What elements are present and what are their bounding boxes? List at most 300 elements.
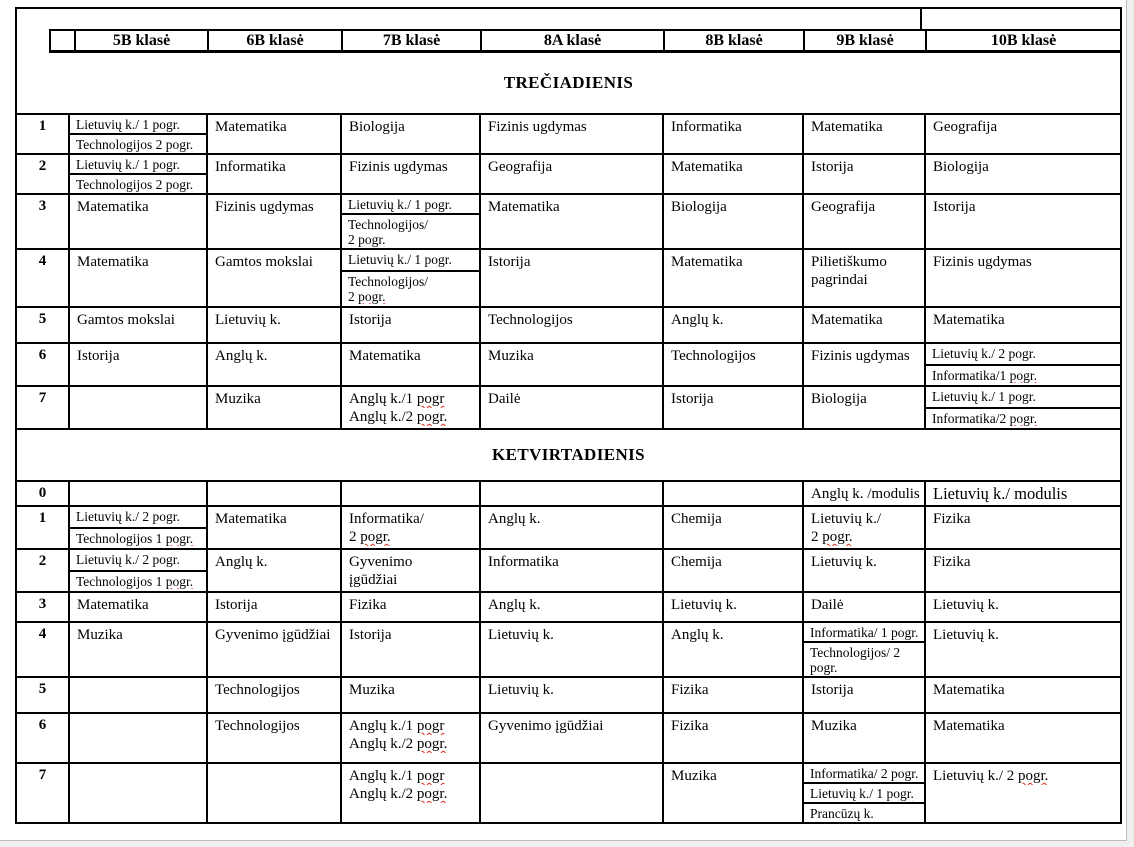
subject-line: Fizika — [349, 597, 387, 613]
subject-cell — [206, 764, 340, 822]
subject-line: Muzika — [215, 391, 261, 407]
subject-line: Lietuvių k./ 2 pogr. — [76, 552, 180, 567]
spellcheck-underline: pogr. — [165, 137, 194, 152]
subject-cell — [662, 678, 802, 712]
subject-line: Lietuvių k. — [671, 597, 737, 613]
lesson-number-cell: 7 — [38, 767, 47, 783]
subject-subcell — [342, 250, 479, 270]
subject-cell — [340, 678, 479, 712]
subject-cell — [662, 250, 802, 306]
subject-cell — [340, 344, 479, 385]
subject-cell — [924, 155, 1120, 193]
subject-cell — [340, 507, 479, 548]
subject-line: Matematika — [671, 159, 743, 175]
subject-line: Muzika — [811, 718, 857, 734]
subject-line: Pilietiškumo — [811, 254, 887, 270]
subject-subcell — [342, 270, 479, 307]
timetable-row — [17, 306, 1120, 342]
subject-line: Anglų k. — [488, 511, 541, 527]
subject-line: Technologijos — [671, 348, 756, 364]
subject-cell — [802, 507, 924, 548]
subject-cell — [479, 195, 662, 248]
subject-cell — [802, 155, 924, 193]
subject-line: Matematika — [811, 312, 883, 328]
class-header-8A: 8A klasė — [480, 29, 663, 53]
subject-line: Gamtos mokslai — [77, 312, 175, 328]
timetable-row — [17, 385, 1120, 428]
subject-cell — [206, 550, 340, 591]
subject-line: Lietuvių k./ 1 pogr. — [810, 786, 914, 801]
subject-cell — [206, 593, 340, 621]
subject-cell — [924, 714, 1120, 762]
subject-line: Lietuvių k./ 2 pogr. — [76, 509, 180, 524]
subject-line: Fizinis ugdymas — [811, 348, 910, 364]
subject-line: Fizika — [671, 682, 709, 698]
subject-line: Gamtos mokslai — [215, 254, 313, 270]
subject-line: Informatika/1 pogr. — [932, 367, 1037, 383]
subject-cell — [479, 550, 662, 591]
subject-line: Istorija — [349, 627, 392, 643]
subject-cell — [924, 623, 1120, 676]
subject-line: Biologija — [349, 119, 405, 135]
subject-line: Istorija — [671, 391, 714, 407]
subject-subcell — [70, 507, 206, 527]
header-corner-cell — [49, 29, 74, 53]
subject-line: Muzika — [349, 682, 395, 698]
timetable-row — [17, 342, 1120, 385]
subject-line: Lietuvių k./ — [811, 511, 881, 527]
subject-cell — [206, 387, 340, 428]
subject-line: Technologijos/ — [348, 217, 429, 232]
subject-line: Anglų k./1 pogr — [349, 768, 445, 784]
subject-cell — [802, 250, 924, 306]
subject-cell-split — [802, 623, 924, 676]
spellcheck-underline: pogr. — [1009, 410, 1037, 426]
subject-line: Technologijos/ — [348, 273, 429, 289]
subject-cell — [206, 155, 340, 193]
class-header-9B: 9B klasė — [803, 29, 925, 53]
table-top-gap — [17, 9, 1120, 29]
subject-line: Lietuvių k./ modulis — [933, 485, 1068, 503]
subject-line: Lietuvių k. — [933, 597, 999, 613]
subject-line: Informatika/2 pogr. — [932, 410, 1037, 426]
lesson-number-cell: 1 — [38, 118, 47, 134]
subject-line: Fizika — [933, 511, 971, 527]
subject-cell — [340, 623, 479, 676]
subject-cell — [206, 250, 340, 306]
subject-subcell — [70, 527, 206, 549]
spellcheck-underline: pogr. — [165, 177, 194, 192]
subject-cell — [662, 507, 802, 548]
subject-line: Lietuvių k. — [215, 312, 281, 328]
subject-line: Anglų k. — [488, 597, 541, 613]
subject-line: Istorija — [811, 682, 854, 698]
subject-line: Technologijos — [215, 682, 300, 698]
spellcheck-underline: pogr. — [416, 786, 448, 802]
subject-cell — [340, 115, 479, 153]
spellcheck-underline: pogr. — [886, 786, 914, 801]
subject-line: Lietuvių k./ 1 pogr. — [348, 252, 452, 267]
subject-cell — [924, 678, 1120, 712]
subject-line: Chemija — [671, 511, 722, 527]
subject-cell — [206, 623, 340, 676]
subject-line: Informatika — [671, 119, 742, 135]
spellcheck-underline: pogr. — [152, 117, 180, 132]
subject-cell — [924, 507, 1120, 548]
subject-line: Muzika — [671, 768, 717, 784]
subject-cell — [662, 195, 802, 248]
subject-line: Lietuvių k./ 2 pogr. — [932, 346, 1036, 361]
subject-subcell — [804, 641, 924, 676]
subject-cell — [662, 550, 802, 591]
spellcheck-underline: pogr. — [360, 529, 391, 545]
class-header-row — [17, 29, 1120, 53]
subject-cell — [802, 678, 924, 712]
lesson-number-cell: 5 — [38, 681, 47, 697]
subject-line: Muzika — [77, 627, 123, 643]
timetable-row — [17, 762, 1120, 822]
subject-subcell — [70, 115, 206, 133]
subject-line: Fizinis ugdymas — [215, 199, 314, 215]
subject-subcell — [926, 387, 1120, 407]
subject-cell-split — [802, 764, 924, 822]
subject-cell — [802, 593, 924, 621]
lesson-number-cell: 5 — [38, 311, 47, 327]
subject-line: Lietuvių k. — [811, 554, 877, 570]
subject-cell — [924, 308, 1120, 342]
subject-subcell — [70, 570, 206, 592]
subject-cell — [662, 482, 802, 505]
subject-cell-split — [924, 344, 1120, 385]
subject-line: Informatika/ 1 pogr. — [810, 625, 919, 640]
subject-cell — [662, 155, 802, 193]
timetable — [15, 7, 1122, 824]
subject-line: Matematika — [215, 119, 287, 135]
subject-cell — [206, 678, 340, 712]
window-edge-bottom — [0, 840, 1127, 847]
subject-line: Anglų k. — [671, 627, 724, 643]
spellcheck-underline: pogr. — [165, 530, 194, 546]
subject-cell — [924, 115, 1120, 153]
spellcheck-underline: pogr. — [416, 736, 448, 752]
subject-subcell — [804, 782, 924, 802]
subject-line: 2 pogr. — [348, 288, 386, 304]
subject-cell — [924, 593, 1120, 621]
lesson-number-cell: 1 — [38, 510, 47, 526]
subject-line: Dailė — [811, 597, 844, 613]
subject-cell — [479, 308, 662, 342]
subject-cell — [68, 482, 206, 505]
spellcheck-underline: pogr. — [165, 573, 194, 589]
lesson-number-cell: 4 — [38, 626, 47, 642]
subject-line: Matematika — [811, 119, 883, 135]
class-header-8B: 8B klasė — [663, 29, 803, 53]
timetable-row — [17, 505, 1120, 548]
window-edge-right — [1126, 0, 1134, 847]
subject-cell — [479, 250, 662, 306]
column-divider-tick — [920, 9, 922, 29]
lesson-number-cell: 7 — [38, 390, 47, 406]
subject-cell — [479, 155, 662, 193]
subject-line: Anglų k. /modulis — [811, 486, 920, 502]
subject-subcell — [342, 195, 479, 213]
lesson-number-cell: 6 — [38, 347, 47, 363]
subject-line: Matematika — [77, 254, 149, 270]
timetable-row — [17, 153, 1120, 193]
subject-cell — [68, 344, 206, 385]
subject-line: Technologijos 1 pogr. — [76, 573, 194, 589]
timetable-row — [17, 676, 1120, 712]
subject-line: Lietuvių k./ 1 pogr. — [932, 389, 1036, 404]
subject-cell — [802, 344, 924, 385]
subject-line: Istorija — [488, 254, 531, 270]
subject-cell-split — [340, 250, 479, 306]
subject-line: Geografija — [488, 159, 553, 175]
subject-cell — [206, 482, 340, 505]
subject-line: įgūdžiai — [349, 572, 398, 588]
subject-line: Matematika — [933, 312, 1005, 328]
subject-cell — [662, 764, 802, 822]
subject-line: Istorija — [811, 159, 854, 175]
spellcheck-underline: pogr. — [424, 252, 452, 267]
class-header-6B: 6B klasė — [207, 29, 341, 53]
subject-cell — [340, 155, 479, 193]
subject-cell — [68, 387, 206, 428]
subject-cell — [340, 387, 479, 428]
subject-line: Matematika — [488, 199, 560, 215]
subject-cell — [206, 714, 340, 762]
timetable-row — [17, 113, 1120, 153]
subject-line: Lietuvių k. — [933, 627, 999, 643]
subject-cell — [68, 678, 206, 712]
subject-line: Chemija — [671, 554, 722, 570]
subject-line: Lietuvių k./ 1 pogr. — [76, 157, 180, 172]
subject-line: Prancūzų k. — [810, 806, 874, 821]
spellcheck-underline: pogr. — [358, 232, 386, 247]
subject-cell — [68, 250, 206, 306]
subject-cell — [68, 714, 206, 762]
subject-cell — [662, 714, 802, 762]
subject-subcell — [70, 133, 206, 153]
subject-line: Matematika — [349, 348, 421, 364]
subject-line: Lietuvių k. — [488, 682, 554, 698]
header-indent — [17, 29, 49, 53]
spellcheck-underline: pogr. — [810, 660, 838, 675]
subject-line: Matematika — [933, 718, 1005, 734]
subject-cell — [479, 623, 662, 676]
subject-line: Technologijos 1 pogr. — [76, 530, 194, 546]
lesson-number-cell: 2 — [38, 158, 47, 174]
subject-cell — [340, 714, 479, 762]
subject-cell — [206, 507, 340, 548]
subject-line: pagrindai — [811, 272, 868, 288]
subject-line: Anglų k./1 pogr — [349, 391, 445, 407]
subject-cell — [68, 764, 206, 822]
subject-line: Matematika — [215, 511, 287, 527]
subject-line: Technologijos/ 2 — [810, 645, 901, 660]
subject-cell — [479, 482, 662, 505]
subject-line: Technologijos 2 pogr. — [76, 177, 194, 192]
subject-cell — [924, 550, 1120, 591]
subject-line: Technologijos — [488, 312, 573, 328]
subject-cell — [340, 550, 479, 591]
subject-cell — [68, 593, 206, 621]
subject-cell — [206, 115, 340, 153]
timetable-row — [17, 480, 1120, 505]
subject-line: Lietuvių k./ 1 pogr. — [348, 197, 452, 212]
spellcheck-underline: pogr. — [890, 766, 919, 781]
subject-cell — [802, 115, 924, 153]
subject-cell — [802, 714, 924, 762]
subject-line: Anglų k./2 pogr. — [349, 409, 448, 425]
subject-line: Istorija — [349, 312, 392, 328]
subject-cell — [340, 308, 479, 342]
subject-line: Geografija — [811, 199, 876, 215]
spellcheck-underline: pogr. — [1009, 367, 1037, 383]
subject-subcell — [804, 802, 924, 822]
timetable-row — [17, 193, 1120, 248]
subject-cell — [924, 764, 1120, 822]
subject-line: Anglų k./2 pogr. — [349, 786, 448, 802]
subject-cell — [802, 195, 924, 248]
subject-cell — [68, 195, 206, 248]
timetable-row — [17, 712, 1120, 762]
subject-cell — [68, 623, 206, 676]
subject-cell — [68, 308, 206, 342]
subject-cell — [479, 593, 662, 621]
subject-line: Informatika — [215, 159, 286, 175]
subject-cell — [206, 344, 340, 385]
subject-line: Anglų k. — [671, 312, 724, 328]
subject-cell — [479, 507, 662, 548]
subject-cell — [206, 195, 340, 248]
subject-line: Gyvenimo įgūdžiai — [215, 627, 331, 643]
timetable-row — [17, 621, 1120, 676]
subject-line: Matematika — [77, 199, 149, 215]
subject-cell — [662, 387, 802, 428]
subject-cell — [662, 623, 802, 676]
subject-cell — [802, 482, 924, 505]
subject-cell — [479, 678, 662, 712]
subject-cell-split — [68, 115, 206, 153]
lesson-number-cell: 2 — [38, 553, 47, 569]
subject-line — [810, 660, 922, 675]
spellcheck-underline: pogr. — [1018, 768, 1049, 784]
spellcheck-underline: pogr. — [416, 409, 448, 425]
class-header-10B: 10B klasė — [925, 29, 1120, 53]
subject-line: 2 pogr. — [811, 529, 853, 545]
subject-line: Lietuvių k./ 2 pogr. — [933, 768, 1049, 784]
subject-cell — [924, 482, 1120, 505]
timetable-row — [17, 248, 1120, 306]
subject-cell-split — [68, 155, 206, 193]
subject-cell — [924, 195, 1120, 248]
day-title: TREČIADIENIS — [503, 73, 634, 92]
subject-cell — [802, 308, 924, 342]
spellcheck-underline: pogr. — [822, 529, 853, 545]
subject-cell — [802, 387, 924, 428]
subject-cell — [479, 344, 662, 385]
spellcheck-underline: pogr. — [1008, 346, 1036, 361]
subject-cell — [802, 550, 924, 591]
class-header-5B: 5B klasė — [74, 29, 207, 53]
class-header-7B: 7B klasė — [341, 29, 480, 53]
subject-line: Gyvenimo įgūdžiai — [488, 718, 604, 734]
subject-line: Fizinis ugdymas — [488, 119, 587, 135]
spellcheck-underline: pogr. — [152, 509, 180, 524]
subject-subcell — [926, 344, 1120, 364]
subject-line: Informatika/ 2 pogr. — [810, 766, 919, 781]
subject-line: Lietuvių k. — [488, 627, 554, 643]
subject-line: Gyvenimo — [349, 554, 413, 570]
subject-subcell — [926, 364, 1120, 386]
spellcheck-underline: pogr — [416, 718, 445, 734]
subject-cell-split — [340, 195, 479, 248]
subject-line: Fizika — [933, 554, 971, 570]
subject-cell — [340, 593, 479, 621]
subject-line: Matematika — [77, 597, 149, 613]
subject-line: Istorija — [933, 199, 976, 215]
subject-line: Fizinis ugdymas — [349, 159, 448, 175]
subject-line: 2 pogr. — [349, 529, 391, 545]
subject-line: Anglų k./1 pogr — [349, 718, 445, 734]
subject-line: Anglų k./2 pogr. — [349, 736, 448, 752]
subject-cell — [662, 308, 802, 342]
spellcheck-underline: pogr. — [152, 552, 180, 567]
subject-cell — [479, 387, 662, 428]
subject-subcell — [342, 213, 479, 248]
subject-line: Technologijos 2 pogr. — [76, 137, 194, 152]
subject-cell-split — [68, 507, 206, 548]
timetable-row — [17, 548, 1120, 591]
subject-line: Anglų k. — [215, 554, 268, 570]
subject-subcell — [70, 173, 206, 193]
subject-line: Fizika — [671, 718, 709, 734]
subject-line: 2 pogr. — [348, 232, 386, 247]
lesson-number-cell: 6 — [38, 717, 47, 733]
subject-line: Biologija — [811, 391, 867, 407]
subject-cell — [479, 764, 662, 822]
subject-cell — [479, 115, 662, 153]
subject-cell — [662, 344, 802, 385]
spellcheck-underline: pogr — [416, 768, 445, 784]
subject-cell — [340, 764, 479, 822]
lesson-number-cell: 3 — [38, 596, 47, 612]
subject-subcell — [926, 407, 1120, 429]
timetable-row — [17, 591, 1120, 621]
subject-subcell — [804, 764, 924, 782]
subject-line: Fizinis ugdymas — [933, 254, 1032, 270]
lesson-number-cell: 0 — [38, 485, 47, 501]
subject-cell — [924, 250, 1120, 306]
subject-cell — [662, 593, 802, 621]
subject-line: Informatika/ — [349, 511, 424, 527]
subject-line: Matematika — [671, 254, 743, 270]
subject-line: Informatika — [488, 554, 559, 570]
subject-line: Biologija — [671, 199, 727, 215]
subject-line: Muzika — [488, 348, 534, 364]
spellcheck-underline: pogr. — [152, 157, 180, 172]
subject-cell — [206, 308, 340, 342]
subject-subcell — [70, 155, 206, 173]
subject-subcell — [804, 623, 924, 641]
subject-line: Biologija — [933, 159, 989, 175]
subject-line: Anglų k. — [215, 348, 268, 364]
subject-cell — [479, 714, 662, 762]
subject-line: Lietuvių k./ 1 pogr. — [76, 117, 180, 132]
subject-cell-split — [68, 550, 206, 591]
day-title: KETVIRTADIENIS — [17, 428, 1120, 480]
